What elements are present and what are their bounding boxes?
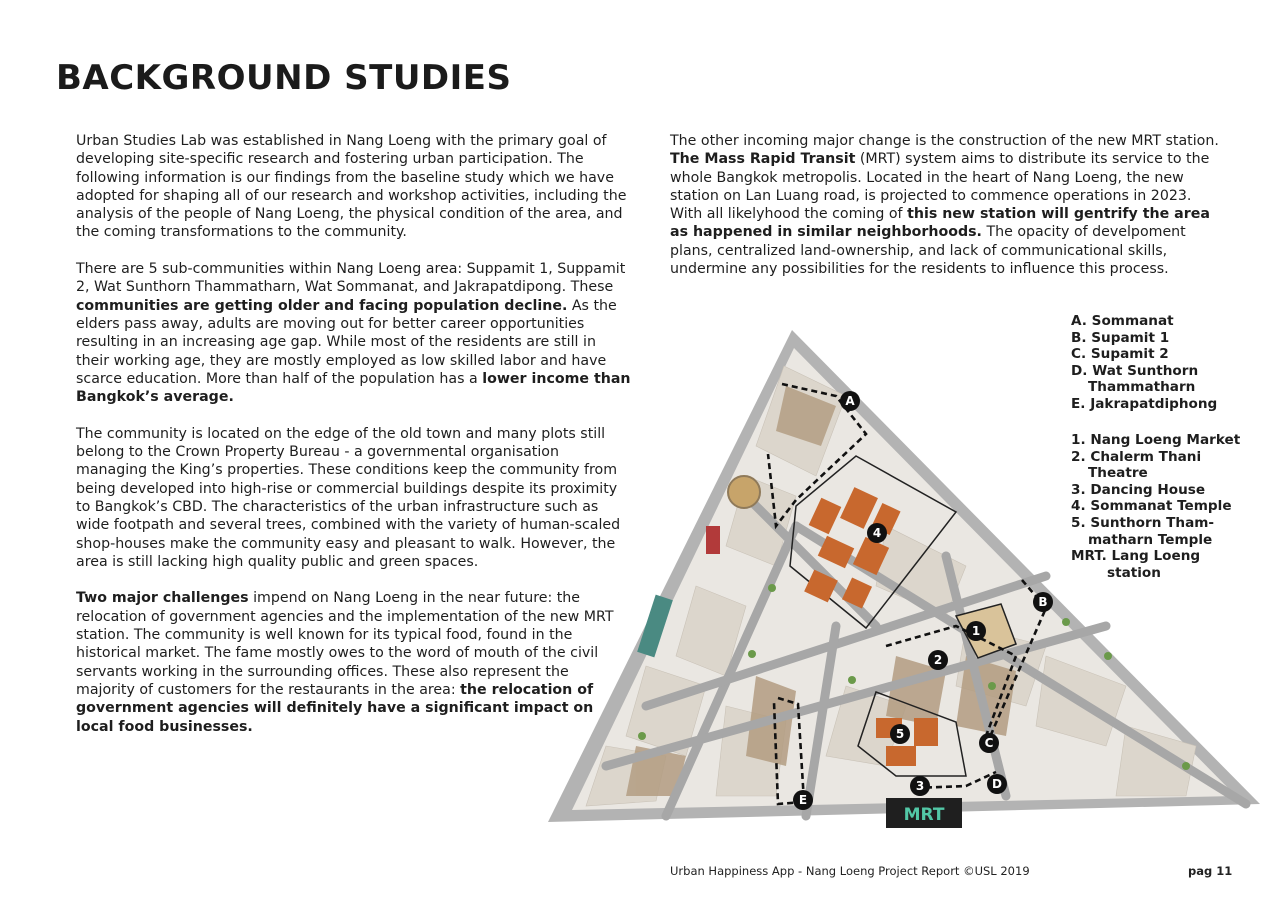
legend-item — [1071, 396, 1217, 413]
legend-text: Sommanat Temple — [1090, 498, 1232, 515]
legend-text-continued: Theatre — [1088, 465, 1148, 482]
marker-b — [1033, 592, 1053, 612]
marker-1 — [966, 621, 986, 641]
footer-text: Urban Happiness App - Nang Loeng Project Report ©USL 2019 — [670, 864, 1030, 878]
page-title: BACKGROUND STUDIES — [56, 58, 512, 98]
bold-run: communities are getting older and facing population decline. — [76, 297, 568, 314]
legend-text: Nang Loeng Market — [1090, 432, 1241, 448]
legend-item — [1071, 363, 1217, 380]
marker-3 — [910, 776, 930, 796]
bold-run: The Mass Rapid Transit — [670, 151, 856, 168]
legend-text: Jakrapatdiphong — [1090, 395, 1218, 412]
marker-5 — [890, 724, 910, 744]
legend-item — [1071, 346, 1217, 363]
legend-item — [1071, 449, 1240, 466]
legend-text: Wat Sunthorn — [1092, 362, 1199, 379]
marker-label: 5 — [895, 727, 905, 741]
bold-run: this new station will gentrify the area as happened in similar neighborhoods. — [670, 206, 1210, 241]
marker-e — [793, 790, 813, 810]
legend-code: A. — [1071, 313, 1092, 329]
marker-label: 4 — [872, 526, 882, 540]
marker-d — [987, 774, 1007, 794]
red-building — [706, 526, 720, 554]
marker-label: A — [845, 394, 855, 408]
legend-item — [1071, 313, 1217, 330]
right-text-column — [670, 132, 1222, 297]
text-run: (MRT) system aims to distribute its service to the whole Bangkok metropolis. Located in the heart of Nang Loeng, the new station on Lan Luang road, is projected to commence operations in 2023. With all likelyhood the coming of — [670, 151, 1210, 223]
marker-label: 1 — [971, 624, 981, 638]
legend-item — [1071, 548, 1240, 565]
legend-text: Supamit 2 — [1090, 346, 1169, 363]
legend-code: 1. — [1071, 432, 1091, 448]
legend-text-continued: station — [1107, 564, 1161, 581]
legend-code: MRT. — [1071, 548, 1112, 565]
legend-text: Lang Loeng — [1111, 548, 1201, 565]
legend-item — [1071, 482, 1240, 499]
marker-2 — [928, 650, 948, 670]
bold-run: the relocation of government agencies will definitely have a significant impact on local food businesses. — [76, 681, 594, 735]
marker-label: E — [798, 793, 808, 807]
marker-label: D — [992, 777, 1002, 791]
legend-text-continued: matharn Temple — [1088, 531, 1213, 548]
legend-code: E. — [1071, 395, 1091, 412]
intro-paragraph: Urban Studies Lab was established in Nang Loeng with the primary goal of developing site-specific research and fostering urban participation. The following information is our findings from the baseline study which we have adopted for shaping all of our research and workshop activities, including the analysis of the people of Nang Loeng, the physical condition of the area, and the coming transformations to the community. — [76, 133, 627, 241]
location-paragraph: The community is located on the edge of the old town and many plots still belong to the Crown Property Bureau - a governmental organisation managing the King’s properties. These conditions keep the community from being developed into high-rise or commercial buildings despite its proximity to Bangkok’s CBD. The characteristics of the urban infrastructure such as wide footpath and several trees, combined with the variety of human-scaled shop-houses make the community easy and pleasant to walk. However, the area is still lacking high quality public and green spaces. — [76, 425, 621, 570]
bold-run: Two major challenges — [76, 590, 249, 607]
legend-code: 5. — [1071, 514, 1091, 531]
legend-text: Chalerm Thani — [1090, 448, 1202, 465]
mrt-paragraph — [670, 132, 1222, 278]
marker-c — [979, 733, 999, 753]
text-run: There are 5 sub-communities within Nang Loeng area: Suppamit 1, Suppamit 2, Wat Sunthorn Thammatharn, Wat Sommanat, and Jakrapatdipong. These — [76, 261, 626, 296]
text-run: impend on Nang Loeng in the near future: the relocation of government agencies and the implementation of the new MRT station. The community is well known for its typical food, found in the historical market. The fame mostly owes to the word of mouth of the civil servants working in the surrounding offices. These also represent the majority of customers for the restaurants in the area: — [76, 590, 614, 698]
marker-a — [840, 391, 860, 411]
legend-item — [1071, 515, 1240, 532]
marker-label: 3 — [915, 779, 925, 793]
mrt-label: MRT — [903, 805, 945, 825]
legend-text: Supamit 1 — [1091, 329, 1170, 346]
legend-code: 3. — [1071, 481, 1091, 498]
legend-item — [1071, 498, 1240, 515]
legend-text-continued: Thammatharn — [1088, 379, 1196, 396]
marker-label: B — [1038, 595, 1048, 609]
legend-code: D. — [1071, 362, 1093, 379]
legend-item — [1071, 330, 1217, 347]
marker-label: C — [984, 736, 994, 750]
legend-code: B. — [1071, 329, 1092, 346]
text-run: The other incoming major change is the construction of the new MRT station. — [670, 133, 1219, 149]
text-run: As the elders pass away, adults are moving out for better career opportunities resulting in an increasing age gap. While most of the residents are still in their working age, they are mostly employed as low skilled labor and have scarce education. More than half of the population has a — [76, 297, 617, 387]
marker-label: 2 — [933, 653, 943, 667]
round-building — [728, 476, 760, 508]
legend-text: Dancing House — [1090, 481, 1206, 498]
legend-code: 2. — [1071, 448, 1091, 465]
legend-text: Sunthorn Tham- — [1090, 514, 1215, 531]
legend-text: Sommanat — [1091, 313, 1174, 329]
legend-communities — [1071, 313, 1217, 413]
page-number: pag 11 — [1188, 864, 1233, 878]
marker-4 — [867, 523, 887, 543]
text-run: The opacity of develpoment plans, centralized land-ownership, and lack of communicational skills, undermine any possibilities for the residents to influence this process. — [670, 224, 1186, 278]
legend-code: 4. — [1071, 498, 1091, 515]
bold-run: lower income than Bangkok’s average. — [76, 370, 631, 406]
legend-code: C. — [1071, 346, 1091, 363]
legend-landmarks — [1071, 432, 1240, 581]
legend-item — [1071, 432, 1240, 449]
